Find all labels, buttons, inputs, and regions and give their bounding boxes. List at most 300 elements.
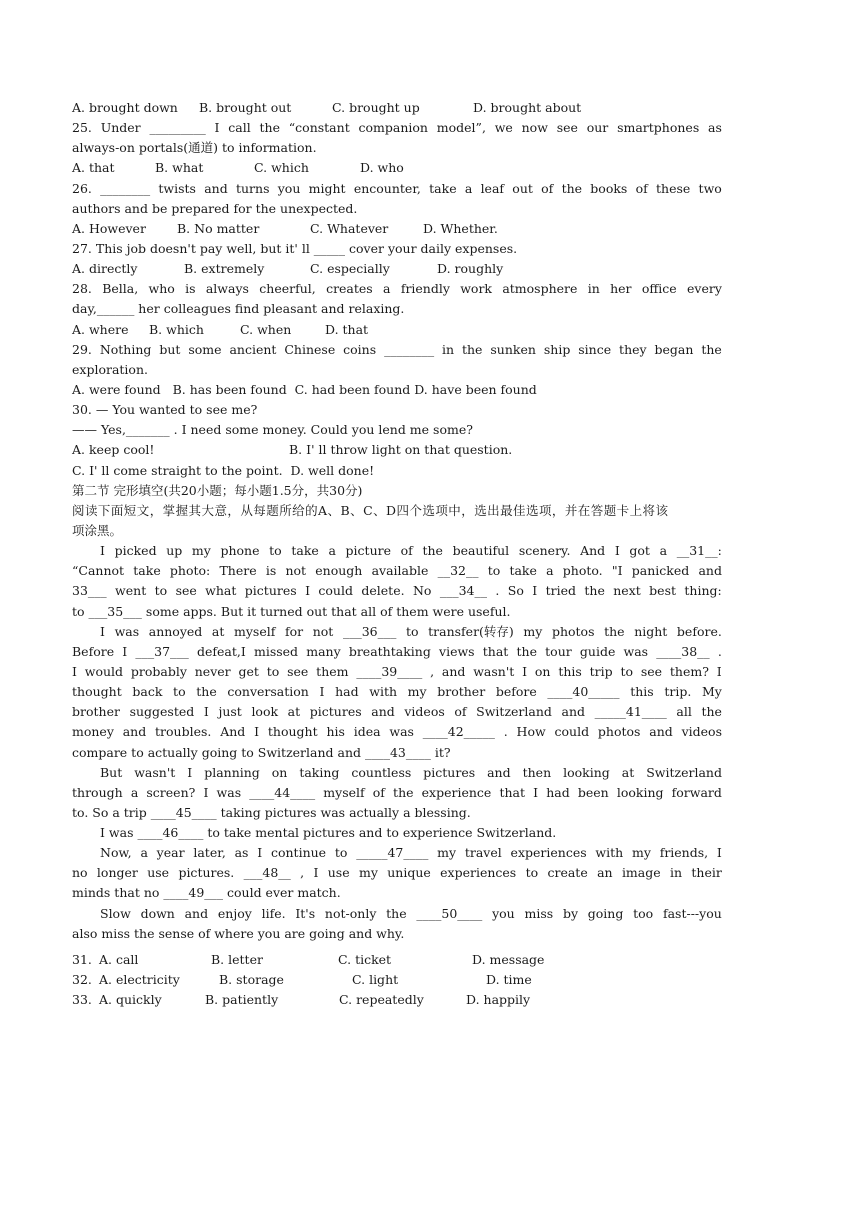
q26-options — [72, 219, 722, 239]
word: look — [251, 704, 279, 720]
word: defeat,I — [196, 643, 246, 659]
word: the — [196, 684, 217, 700]
word: year — [156, 845, 185, 861]
word: missed — [253, 643, 299, 659]
w: Chinese — [284, 341, 336, 357]
word: had — [335, 684, 359, 700]
word: planning — [204, 764, 260, 780]
word: I — [522, 663, 528, 679]
word: see — [640, 663, 663, 679]
word: of — [372, 784, 385, 800]
word: before — [495, 684, 537, 700]
word: photos — [551, 623, 595, 639]
w: the — [259, 120, 280, 136]
word: countless — [351, 764, 412, 780]
w: 28. — [72, 281, 92, 297]
blank: __31__: — [676, 543, 722, 559]
q29-line2: exploration. — [72, 361, 148, 377]
word: scenery. — [518, 543, 571, 559]
word: , — [430, 663, 435, 679]
word: looking — [616, 784, 664, 800]
question-number: 33. — [72, 992, 92, 1008]
word: my — [191, 543, 211, 559]
w: companion — [358, 120, 428, 136]
word: , — [300, 865, 305, 881]
passage-line — [72, 702, 722, 722]
passage-line — [72, 783, 722, 803]
section-instruction — [72, 501, 722, 521]
word: with — [595, 845, 624, 861]
w: out — [512, 180, 533, 196]
word: I — [254, 724, 260, 740]
word: forward — [671, 784, 722, 800]
blank: _________ — [149, 120, 206, 136]
word: I — [305, 583, 311, 599]
word: my — [437, 845, 457, 861]
passage-line — [72, 642, 722, 662]
blank: ________ — [100, 180, 151, 196]
word: before. — [676, 623, 722, 639]
word: his — [326, 724, 345, 740]
w: the — [561, 180, 583, 196]
w: her — [610, 281, 632, 297]
w: sunken — [490, 341, 536, 357]
w: ancient — [229, 341, 277, 357]
word: “Cannot — [72, 563, 125, 579]
word: got — [629, 543, 650, 559]
word: to — [334, 845, 348, 861]
option-c: C. repeatedly — [339, 992, 424, 1008]
word: back — [132, 684, 163, 700]
word: experience — [421, 784, 492, 800]
q30-options-cd: C. I' ll come straight to the point. D. well done! — [72, 462, 375, 478]
w: the — [461, 341, 483, 357]
word: available — [371, 563, 429, 579]
word: So — [507, 583, 524, 599]
word: this — [558, 663, 582, 679]
word: trip. — [664, 684, 692, 700]
q29-line1 — [72, 340, 722, 360]
w: 26. — [72, 180, 92, 196]
w: of — [635, 180, 648, 196]
option-c: C. light — [352, 972, 399, 988]
word: experiences — [440, 865, 517, 881]
word: my — [631, 845, 651, 861]
w: these — [656, 180, 691, 196]
passage-line — [72, 581, 722, 601]
word: . — [717, 643, 722, 659]
word: And — [220, 724, 246, 740]
passage-line: also miss the sense of where you are going and why. — [72, 925, 405, 941]
blank: ____40_____ — [547, 684, 620, 700]
word: was — [114, 623, 140, 639]
blank: _____47____ — [356, 845, 429, 861]
word: annoyed — [148, 623, 203, 639]
passage-line — [72, 541, 722, 561]
q28-options — [72, 320, 722, 340]
word: is — [265, 563, 277, 579]
cloze-passage — [72, 541, 722, 944]
passage-line: to. So a trip ____45____ taking pictures was actually a blessing. — [72, 804, 471, 820]
option-b: B. patiently — [205, 992, 279, 1008]
word: breathtaking — [348, 643, 431, 659]
word: many — [306, 643, 341, 659]
word: the — [386, 905, 407, 921]
instruction-text: 阅读下面短文，掌握其大意，从每题所给的A、B、C、D四个选项中，选出最佳选项，并在答题卡上将该 — [72, 502, 669, 518]
word: phone — [220, 543, 260, 559]
word: I — [532, 583, 538, 599]
q29-options: A. were found B. has been found C. had been found D. have been found — [72, 381, 537, 397]
blank: ___37___ — [135, 643, 189, 659]
word: take — [509, 563, 537, 579]
word: . — [495, 583, 500, 599]
word: to — [266, 663, 280, 679]
word: best — [649, 583, 677, 599]
word: Before — [72, 643, 115, 659]
w: now — [521, 120, 548, 136]
w: office — [641, 281, 677, 297]
blank: ___36___ — [342, 623, 397, 639]
word: money — [72, 724, 114, 740]
word: with — [369, 684, 398, 700]
word: suggested — [129, 704, 195, 720]
word: a — [140, 845, 148, 861]
option-d: D. brought about — [473, 100, 582, 115]
word: by — [562, 905, 579, 921]
w: 25. — [72, 120, 92, 136]
word: of — [400, 543, 413, 559]
word: them? — [669, 663, 709, 679]
word: But — [100, 764, 123, 780]
word: in — [669, 865, 683, 881]
word: conversation — [227, 684, 309, 700]
passage-line — [72, 722, 722, 742]
option-d: D. who — [360, 160, 404, 176]
word: would — [84, 663, 124, 679]
w: call — [228, 120, 251, 136]
word: could — [554, 724, 590, 740]
q28-line1 — [72, 279, 722, 299]
word: I — [716, 663, 722, 679]
word: tour — [545, 643, 572, 659]
word: I — [319, 684, 325, 700]
passage-line: minds that no ____49___ could ever match. — [72, 885, 341, 901]
word: I — [257, 845, 263, 861]
question-number: 32. — [72, 972, 92, 988]
w: every — [686, 281, 722, 297]
blank: 33___ — [72, 583, 107, 599]
w: a — [383, 281, 391, 297]
word: to — [525, 865, 539, 881]
w: Bella, — [102, 281, 139, 297]
answer-33 — [72, 990, 722, 1010]
w: see — [556, 120, 578, 136]
word: troubles. — [155, 724, 212, 740]
option-a: A. brought down — [72, 100, 178, 115]
word: brother — [437, 684, 486, 700]
word: "I — [611, 563, 623, 579]
w: turns — [235, 180, 270, 196]
word: trip — [589, 663, 613, 679]
w: since — [578, 341, 612, 357]
blank: __32__ — [437, 563, 479, 579]
word: panicked — [631, 563, 690, 579]
word: this — [630, 684, 654, 700]
word: take — [291, 543, 319, 559]
word: as — [234, 845, 249, 861]
word: It's — [295, 905, 316, 921]
blank: ___34__ — [439, 583, 487, 599]
word: thing: — [684, 583, 722, 599]
word: and — [122, 724, 147, 740]
w: the — [701, 341, 722, 357]
word: was — [623, 643, 649, 659]
option-c: C. when — [240, 321, 292, 337]
word: Slow — [100, 905, 131, 921]
passage-line — [72, 763, 722, 783]
option-d: D. Whether. — [423, 220, 498, 236]
w: in — [587, 281, 600, 297]
option-c: C. Whatever — [310, 220, 389, 236]
option-d: D. happily — [466, 992, 531, 1008]
word: my — [523, 623, 543, 639]
passage-line — [72, 662, 722, 682]
word: I — [533, 784, 539, 800]
word: videos — [681, 724, 722, 740]
word: There — [219, 563, 257, 579]
word: not — [285, 563, 307, 579]
word: through — [72, 784, 123, 800]
blank: ____38__ — [656, 643, 710, 659]
word: that — [482, 643, 509, 659]
word: you — [492, 905, 515, 921]
word: thought — [72, 684, 122, 700]
option-a: A. However — [72, 220, 146, 236]
word: videos — [404, 704, 445, 720]
word: photos — [597, 724, 641, 740]
word: My — [701, 684, 722, 700]
option-a: A. where — [72, 321, 129, 337]
blank: _____41____ — [594, 704, 667, 720]
word: and — [441, 663, 466, 679]
w: of — [541, 180, 554, 196]
word: transfer(转存) — [428, 623, 514, 639]
option-a: A. electricity — [99, 972, 180, 988]
word: life. — [261, 905, 286, 921]
word: too — [633, 905, 654, 921]
option-d: D. that — [325, 321, 369, 337]
word: I — [313, 865, 319, 881]
passage-line: compare to actually going to Switzerland and ____43____ it? — [72, 744, 451, 760]
word: taking — [299, 764, 340, 780]
word: at — [211, 623, 225, 639]
word: and — [371, 704, 395, 720]
answer-31 — [72, 950, 722, 970]
option-a: A. that — [72, 160, 115, 176]
word: enough — [315, 563, 363, 579]
word: an — [597, 865, 613, 881]
word: picked — [114, 543, 157, 559]
word: and — [561, 704, 586, 720]
blank: ____42_____ — [422, 724, 495, 740]
word: No — [412, 583, 432, 599]
w: two — [698, 180, 722, 196]
w: atmosphere — [502, 281, 578, 297]
option-b: B. No matter — [177, 220, 260, 236]
w: encounter, — [353, 180, 421, 196]
word: How — [516, 724, 546, 740]
word: probably — [130, 663, 187, 679]
option-c: C. especially — [310, 261, 390, 277]
word: I — [122, 643, 128, 659]
word: looking — [563, 764, 610, 780]
word: myself — [234, 623, 276, 639]
word: the — [701, 704, 722, 720]
word: see — [287, 663, 309, 679]
word: Now, — [100, 845, 132, 861]
q30-line2: —— Yes,_______ . I need some money. Could you lend me some? — [72, 422, 473, 438]
word: use — [327, 865, 350, 881]
passage-line: to ___35___ some apps. But it turned out that all of them were useful. — [72, 603, 511, 619]
word: pictures — [423, 764, 476, 780]
option-d: D. roughly — [437, 261, 504, 277]
word: tried — [545, 583, 576, 599]
word: I — [716, 845, 722, 861]
word: miss — [524, 905, 554, 921]
word: take — [133, 563, 161, 579]
word: thought — [267, 724, 318, 740]
word: fast---you — [662, 905, 722, 921]
word: that — [499, 784, 526, 800]
q27-options — [72, 259, 722, 279]
question-number: 31. — [72, 951, 92, 967]
w: cheerful, — [259, 281, 316, 297]
word: down — [140, 905, 175, 921]
q25-options — [72, 158, 722, 178]
w: twists — [158, 180, 196, 196]
passage-line — [72, 622, 722, 642]
word: create — [547, 865, 588, 881]
word: the — [584, 583, 605, 599]
word: and — [184, 905, 209, 921]
word: later, — [193, 845, 226, 861]
option-b: B. letter — [211, 951, 263, 967]
w: our — [586, 120, 609, 136]
w: always — [205, 281, 249, 297]
word: Switzerland — [476, 704, 552, 720]
word: I — [72, 663, 77, 679]
word: pictures. — [178, 865, 235, 881]
word: to — [405, 623, 419, 639]
w: books — [590, 180, 628, 196]
word: travel — [464, 845, 502, 861]
w: we — [494, 120, 513, 136]
word: get — [238, 663, 259, 679]
word: went — [115, 583, 147, 599]
word: wasn't — [473, 663, 515, 679]
word: use — [147, 865, 170, 881]
q28-line2: day,______ her colleagues find pleasant and relaxing. — [72, 301, 405, 317]
word: And — [580, 543, 606, 559]
w: they — [619, 341, 647, 357]
w: a — [464, 180, 473, 196]
word: a — [546, 563, 554, 579]
option-b: B. what — [155, 160, 204, 176]
word: of — [454, 704, 467, 720]
word: the — [516, 643, 537, 659]
word: idea — [353, 724, 381, 740]
word: experiences — [510, 845, 587, 861]
passage-line — [72, 863, 722, 883]
blank: ____44____ — [249, 784, 316, 800]
passage-line — [72, 561, 722, 581]
w: take — [429, 180, 457, 196]
word: enjoy — [217, 905, 252, 921]
w: began — [654, 341, 694, 357]
word: to — [269, 543, 282, 559]
word: photo: — [169, 563, 211, 579]
option-b: B. storage — [219, 972, 284, 988]
word: I — [100, 543, 105, 559]
word: not-only — [324, 905, 377, 921]
word: brother — [72, 704, 120, 720]
word: going — [587, 905, 624, 921]
word: night — [634, 623, 668, 639]
word: on — [534, 663, 551, 679]
q30-line1: 30. — You wanted to see me? — [72, 402, 258, 418]
passage-line — [72, 843, 722, 863]
word: then — [522, 764, 552, 780]
exam-page — [72, 98, 722, 1010]
word: never — [194, 663, 231, 679]
option-b: B. extremely — [184, 261, 265, 277]
w: but — [159, 341, 181, 357]
blank: ________ — [384, 341, 435, 357]
word: I — [203, 704, 209, 720]
w: 29. — [72, 341, 92, 357]
word: at — [621, 764, 635, 780]
q30-options-ab — [72, 440, 722, 460]
word: the — [393, 784, 414, 800]
option-a: A. keep cool! — [72, 442, 155, 458]
blank: ____39____ — [356, 663, 423, 679]
w: coins — [343, 341, 377, 357]
word: all — [676, 704, 692, 720]
w: and — [204, 180, 228, 196]
w: creates — [326, 281, 373, 297]
q26-line2: authors and be prepared for the unexpected. — [72, 200, 358, 216]
word: what — [205, 583, 237, 599]
word: to — [154, 583, 168, 599]
word: them — [316, 663, 349, 679]
word: and — [698, 563, 722, 579]
section-instruction-2: 项涂黑。 — [72, 522, 123, 538]
word: a — [130, 784, 139, 800]
word: picture — [345, 543, 391, 559]
w: in — [442, 341, 455, 357]
option-c: C. ticket — [338, 951, 392, 967]
word: to — [620, 663, 634, 679]
option-a: A. quickly — [99, 992, 162, 1008]
word: image — [621, 865, 661, 881]
q24-options — [72, 98, 722, 118]
word: unique — [387, 865, 431, 881]
option-d: D. message — [472, 951, 545, 967]
word: up — [166, 543, 183, 559]
word: the — [422, 543, 443, 559]
word: views — [439, 643, 475, 659]
word: my — [358, 865, 378, 881]
